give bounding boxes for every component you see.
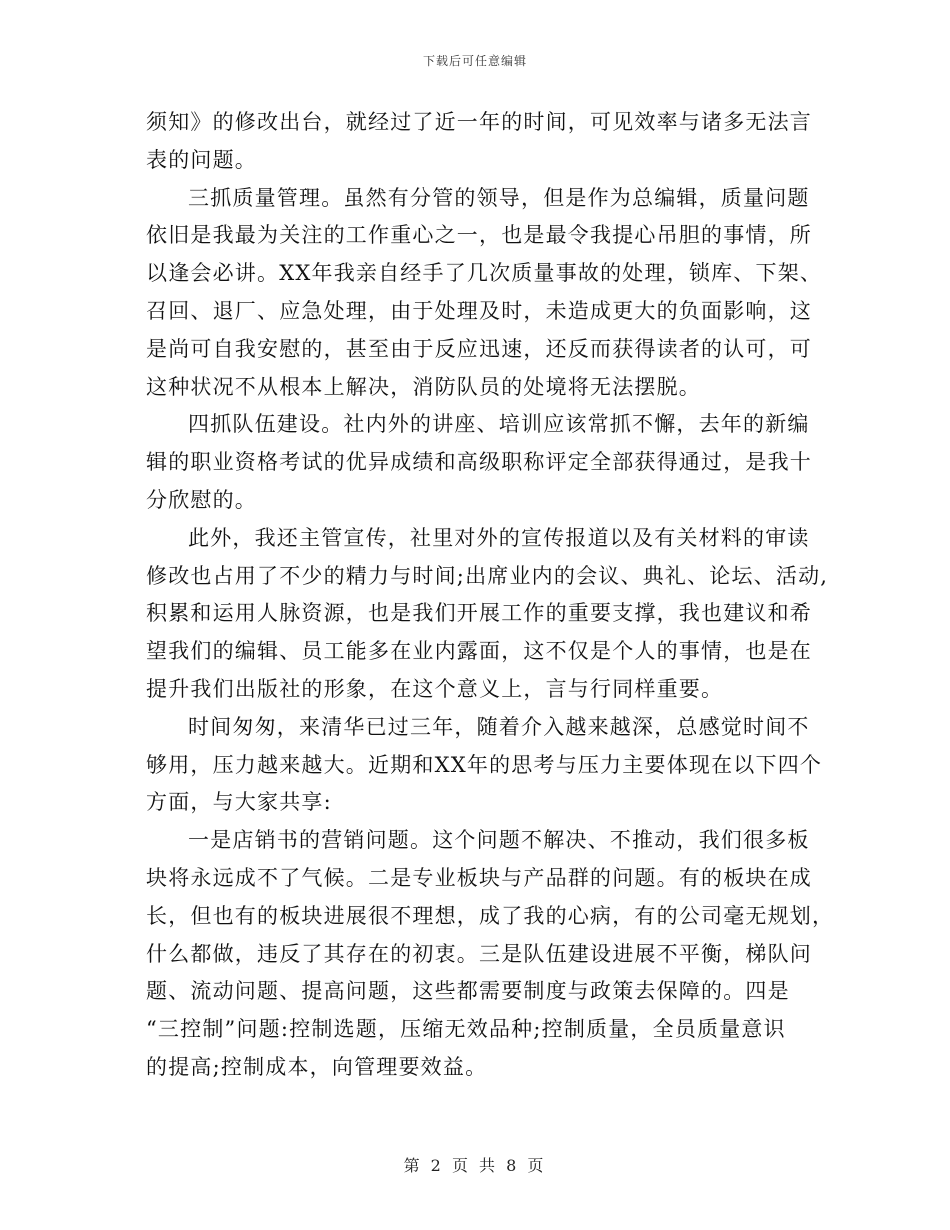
paragraph-start-line: 时间匆匆，来清华已过三年，随着介入越来越深，总感觉时间不 <box>188 714 810 739</box>
paragraph-start-line: 一是店销书的营销问题。这个问题不解决、不推动，我们很多板 <box>188 828 810 853</box>
text-line: 表的问题。 <box>146 147 257 172</box>
text-line: 题、流动问题、提高问题，这些都需要制度与政策去保障的。四是 <box>146 979 790 1004</box>
text-line: 召回、退厂、应急处理，由于处理及时，未造成更大的负面影响，这 <box>146 298 812 323</box>
text-line: 须知》的修改出台，就经过了近一年的时间，可见效率与诸多无法言 <box>146 110 812 134</box>
paragraph-start-line: 此外，我还主管宣传，社里对外的宣传报道以及有关材料的审读 <box>188 525 810 550</box>
text-line: 分欣慰的。 <box>146 487 257 512</box>
page-number: 第 2 页 共 8 页 <box>403 1156 547 1175</box>
paragraph-start-line: 四抓队伍建设。社内外的讲座、培训应该常抓不懈，去年的新编 <box>188 412 810 437</box>
text-line: 长，但也有的板块进展很不理想，成了我的心病，有的公司毫无规划， <box>146 903 835 928</box>
text-line: “三控制”问题:控制选题，压缩无效品种;控制质量，全员质量意识 <box>146 1017 786 1042</box>
text-line: 辑的职业资格考试的优异成绩和高级职称评定全部获得通过，是我十 <box>146 450 812 475</box>
text-line: 提升我们出版社的形象，在这个意义上，言与行同样重要。 <box>146 676 724 701</box>
paragraph-start-line: 三抓质量管理。虽然有分管的领导，但是作为总编辑，质量问题 <box>188 185 810 210</box>
document-body <box>146 104 835 1087</box>
page-header: 下载后可任意编辑 <box>422 54 527 68</box>
text-line: 的提高;控制成本，向管理要效益。 <box>146 1054 488 1079</box>
text-line: 什么都做，违反了其存在的初衷。三是队伍建设进展不平衡，梯队问 <box>146 941 812 966</box>
text-line: 积累和运用人脉资源，也是我们开展工作的重要支撑，我也建议和希 <box>146 601 812 626</box>
text-line: 方面，与大家共享: <box>146 790 332 815</box>
text-line: 够用，压力越来越大。近期和XX年的思考与压力主要体现在以下四个 <box>146 752 823 777</box>
text-line: 块将永远成不了气候。二是专业板块与产品群的问题。有的板块在成 <box>146 865 812 890</box>
text-line: 是尚可自我安慰的，甚至由于反应迅速，还反而获得读者的认可，可 <box>146 336 812 361</box>
text-line: 望我们的编辑、员工能多在业内露面，这不仅是个人的事情，也是在 <box>146 639 812 664</box>
text-line: 依旧是我最为关注的工作重心之一，也是最令我提心吊胆的事情，所 <box>146 223 812 248</box>
text-line: 以逢会必讲。XX年我亲自经手了几次质量事故的处理，锁库、下架、 <box>146 261 823 286</box>
text-line: 这种状况不从根本上解决，消防队员的处境将无法摆脱。 <box>146 374 701 399</box>
text-line: 修改也占用了不少的精力与时间;出席业内的会议、典礼、论坛、活动, <box>146 563 829 588</box>
